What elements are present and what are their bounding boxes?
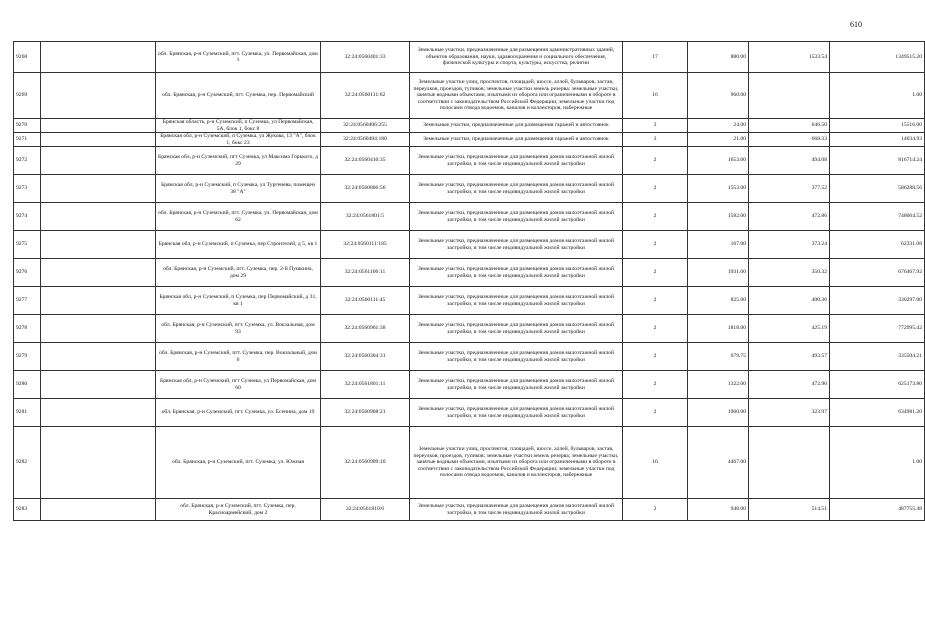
- use-code: 2: [623, 287, 688, 315]
- parcel-address: обл. Брянская, р-н Суземский, пгт. Суземка, ул. Вокзальная, дом 93: [156, 315, 321, 343]
- land-use-type: Земельные участки, предназначенные для размещения домов малоэтажной жилой застройки, в том числе индивидуальной жилой застройки: [410, 231, 623, 259]
- parcel-area: 1960.00: [688, 399, 749, 427]
- table-row: [14, 42, 925, 73]
- parcel-area: 948.00: [688, 499, 749, 521]
- cadastral-number: 32:24:0561801:11: [321, 371, 410, 399]
- cadastral-number: 32:24:0560404:180: [321, 133, 410, 147]
- table-row: [14, 499, 925, 521]
- cadastral-number: 32:24:0560111:185: [321, 231, 410, 259]
- parcel-address: Брянская обл, р-н Суземский, п Суземка, пер Строителей, д 5, кв 1: [156, 231, 321, 259]
- specific-value: 373.24: [749, 231, 830, 259]
- use-code: 2: [623, 259, 688, 287]
- land-use-type: Земельные участки, предназначенные для размещения домов малоэтажной жилой застройки, в том числе индивидуальной жилой застройки: [410, 259, 623, 287]
- parcel-area: 1818.00: [688, 315, 749, 343]
- specific-value: 425.19: [749, 315, 830, 343]
- specific-value: 377.52: [749, 175, 830, 203]
- specific-value: [749, 73, 830, 119]
- blank-cell: [41, 499, 156, 521]
- cadastral-number: 32:24:0561801:5: [321, 203, 410, 231]
- parcel-id: 9273: [14, 175, 41, 203]
- parcel-id: 9278: [14, 315, 41, 343]
- blank-cell: [41, 371, 156, 399]
- cadastral-value: 625173.80: [830, 371, 925, 399]
- cadastral-value: 586288.56: [830, 175, 925, 203]
- parcel-address: обл. Брянская, р-н Суземский, пгт. Суземка, пер. Красноармейский, дом 2: [156, 499, 321, 521]
- table-row: [14, 315, 925, 343]
- cadastral-number: 32:24:0560901:38: [321, 315, 410, 343]
- use-code: 2: [623, 399, 688, 427]
- use-code: 2: [623, 343, 688, 371]
- land-use-type: Земельные участки, предназначенные для размещения домов малоэтажной жилой застройки, в том числе индивидуальной жилой застройки: [410, 147, 623, 175]
- use-code: 2: [623, 499, 688, 521]
- use-code: 3: [623, 119, 688, 133]
- table-row: [14, 399, 925, 427]
- cadastral-number: 32:24:0560304:31: [321, 343, 410, 371]
- land-use-type: Земельные участки улиц, проспектов, площадей, шоссе, аллей, бульваров, застав, переулков, проездов, тупиков; земельные участки земель резерва; земельные участки, занятые водными объектами, изъятыми из оборота или ограниченными в обороте в соответствии с законодательством Российской Федерации; земельные участки под полосами отвода водоемов, каналов и коллекторов, набережные: [410, 427, 623, 499]
- cadastral-number: 32:24:0561106:11: [321, 259, 410, 287]
- cadastral-number: 32:24:0560401:33: [321, 42, 410, 73]
- table-row: [14, 427, 925, 499]
- cadastral-number: 32:24:0560908:21: [321, 399, 410, 427]
- cadastral-number: 32:24:0561810:6: [321, 499, 410, 521]
- cadastral-value: 62331.08: [830, 231, 925, 259]
- specific-value: 514.51: [749, 499, 830, 521]
- blank-cell: [41, 399, 156, 427]
- use-code: 16: [623, 73, 688, 119]
- parcel-id: 9274: [14, 203, 41, 231]
- use-code: 2: [623, 371, 688, 399]
- parcel-id: 9281: [14, 399, 41, 427]
- parcel-area: 825.00: [688, 287, 749, 315]
- parcel-address: обл. Брянская, р-н Суземский, пгт. Суземка, ул. Первомайская, дом 1: [156, 42, 321, 73]
- blank-cell: [41, 287, 156, 315]
- specific-value: 323.97: [749, 399, 830, 427]
- parcel-address: Брянская область, р-н Суземский, п Суземка, ул Первомайская, 5А, блок 1, бокс 8: [156, 119, 321, 133]
- land-use-type: Земельные участки, предназначенные для размещения гаражей и автостоянок: [410, 133, 623, 147]
- use-code: 2: [623, 203, 688, 231]
- parcel-address: Брянская обл, р-н Суземский, п Суземка, ул Жукова, 13 "А", блок 1, бокс 23: [156, 133, 321, 147]
- parcel-address: обл. Брянская, р-н Суземский, пгт. Суземка, ул. Южная: [156, 427, 321, 499]
- blank-cell: [41, 175, 156, 203]
- parcel-id: 9280: [14, 371, 41, 399]
- use-code: 2: [623, 231, 688, 259]
- parcel-area: 1931.00: [688, 259, 749, 287]
- use-code: 2: [623, 315, 688, 343]
- cadastral-value: 487755.48: [830, 499, 925, 521]
- parcel-id: 9282: [14, 427, 41, 499]
- parcel-address: Брянская обл, р-н Суземский, п Суземка, пер Первомайский, д 31, кв 1: [156, 287, 321, 315]
- parcel-id: 9279: [14, 343, 41, 371]
- specific-value: 472.90: [749, 371, 830, 399]
- table-row: [14, 259, 925, 287]
- blank-cell: [41, 73, 156, 119]
- parcel-area: 4467.00: [688, 427, 749, 499]
- blank-cell: [41, 203, 156, 231]
- cadastral-value: 15516.00: [830, 119, 925, 133]
- table-row: [14, 175, 925, 203]
- land-use-type: Земельные участки, предназначенные для размещения домов малоэтажной жилой застройки, в том числе индивидуальной жилой застройки: [410, 343, 623, 371]
- parcel-area: 1653.00: [688, 147, 749, 175]
- cadastral-value: 634981.20: [830, 399, 925, 427]
- blank-cell: [41, 315, 156, 343]
- parcel-area: 167.00: [688, 231, 749, 259]
- table-row: [14, 147, 925, 175]
- cadastral-number: 32:24:0560806:56: [321, 175, 410, 203]
- cadastral-value: 14034.93: [830, 133, 925, 147]
- cadastral-number: 32:24:0560909:10: [321, 427, 410, 499]
- blank-cell: [41, 133, 156, 147]
- parcel-area: 960.00: [688, 73, 749, 119]
- use-code: 16: [623, 427, 688, 499]
- page-number: 610: [850, 20, 862, 29]
- blank-cell: [41, 231, 156, 259]
- blank-cell: [41, 427, 156, 499]
- land-use-type: Земельные участки, предназначенные для размещения домов малоэтажной жилой застройки, в том числе индивидуальной жилой застройки: [410, 315, 623, 343]
- table-row: [14, 203, 925, 231]
- cadastral-value: 1349515.20: [830, 42, 925, 73]
- parcel-id: 9283: [14, 499, 41, 521]
- parcel-address: обл. Брянская, р-н Суземский, пгт. Суземка, ул. Первомайская, дом 62: [156, 203, 321, 231]
- cadastral-value: 772995.42: [830, 315, 925, 343]
- table-row: [14, 343, 925, 371]
- parcel-area: 1322.00: [688, 371, 749, 399]
- parcel-id: 9275: [14, 231, 41, 259]
- cadastral-value: 676467.92: [830, 259, 925, 287]
- specific-value: 1533.54: [749, 42, 830, 73]
- cadastral-value: 330297.00: [830, 287, 925, 315]
- land-use-type: Земельные участки улиц, проспектов, площадей, шоссе, аллей, бульваров, застав, переулков, проездов, тупиков; земельные участки земель резерва; земельные участки, занятые водными объектами, изъятыми из оборота или ограниченными в обороте в соответствии с законодательством Российской Федерации; земельные участки под полосами отвода водоемов, каналов и коллекторов, набережные: [410, 73, 623, 119]
- table-row: [14, 231, 925, 259]
- parcel-address: обл. Брянская, р-н Суземский, пгт. Суземка, пер. 2-й Пушкина, дом 29: [156, 259, 321, 287]
- specific-value: 668.33: [749, 133, 830, 147]
- parcel-address: Брянская обл, р-н Суземский, пгт Суземка, ул Максима Горького, д 29: [156, 147, 321, 175]
- table-row: [14, 371, 925, 399]
- parcel-area: 880.00: [688, 42, 749, 73]
- parcel-area: 679.75: [688, 343, 749, 371]
- blank-cell: [41, 119, 156, 133]
- parcel-address: Брянская обл, р-н Суземский, п Суземка, ул Тургенева, помещен 38 "А": [156, 175, 321, 203]
- cadastral-value: 748064.52: [830, 203, 925, 231]
- specific-value: 400.36: [749, 287, 830, 315]
- parcel-address: обл. Брянская, р-н Суземский, пгт. Суземка, пер. Первомайский: [156, 73, 321, 119]
- blank-cell: [41, 343, 156, 371]
- parcel-address: обл. Брянская, р-н Суземский, пгт. Суземка, пер. Вокзальный, дом 6: [156, 343, 321, 371]
- parcel-id: 9276: [14, 259, 41, 287]
- land-use-type: Земельные участки, предназначенные для размещения домов малоэтажной жилой застройки, в том числе индивидуальной жилой застройки: [410, 371, 623, 399]
- parcel-area: 21.00: [688, 133, 749, 147]
- land-use-type: Земельные участки, предназначенные для размещения гаражей и автостоянок: [410, 119, 623, 133]
- table-row: [14, 287, 925, 315]
- table-row: [14, 133, 925, 147]
- blank-cell: [41, 259, 156, 287]
- cadastral-value: 1.00: [830, 73, 925, 119]
- cadastral-value: 816714.24: [830, 147, 925, 175]
- parcel-area: 1582.00: [688, 203, 749, 231]
- cadastral-number: 32:24:0560111:45: [321, 287, 410, 315]
- parcel-address: Брянская обл, р-н Суземский, пгт Суземка, ул Первомайская, дом 60: [156, 371, 321, 399]
- land-use-type: Земельные участки, предназначенные для размещения домов малоэтажной жилой застройки, в том числе индивидуальной жилой застройки: [410, 399, 623, 427]
- specific-value: [749, 427, 830, 499]
- table-row: [14, 119, 925, 133]
- use-code: 3: [623, 133, 688, 147]
- parcel-id: 9270: [14, 119, 41, 133]
- land-use-type: Земельные участки, предназначенные для размещения административных зданий, объектов образования, науки, здравоохранения и социального обеспечения, физической культуры и спорта, культуры, искусства, религии: [410, 42, 623, 73]
- parcel-id: 9271: [14, 133, 41, 147]
- land-use-type: Земельные участки, предназначенные для размещения домов малоэтажной жилой застройки, в том числе индивидуальной жилой застройки: [410, 287, 623, 315]
- blank-cell: [41, 42, 156, 73]
- use-code: 2: [623, 175, 688, 203]
- specific-value: 472.86: [749, 203, 830, 231]
- land-use-type: Земельные участки, предназначенные для размещения домов малоэтажной жилой застройки, в том числе индивидуальной жилой застройки: [410, 203, 623, 231]
- cadastral-number: 32:24:0560406:255: [321, 119, 410, 133]
- registry-table-body: [14, 42, 925, 521]
- specific-value: 494.08: [749, 147, 830, 175]
- parcel-id: 9272: [14, 147, 41, 175]
- cadastral-number: 32:24:0560111:62: [321, 73, 410, 119]
- use-code: 2: [623, 147, 688, 175]
- blank-cell: [41, 147, 156, 175]
- cadastral-number: 32:24:0560410:35: [321, 147, 410, 175]
- land-registry-table: [13, 41, 925, 521]
- parcel-id: 9268: [14, 42, 41, 73]
- specific-value: 350.32: [749, 259, 830, 287]
- specific-value: 646.50: [749, 119, 830, 133]
- table-row: [14, 73, 925, 119]
- land-use-type: Земельные участки, предназначенные для размещения домов малоэтажной жилой застройки, в том числе индивидуальной жилой застройки: [410, 499, 623, 521]
- parcel-address: обл. Брянская, р-н Суземский, пгт. Суземка, ул. Есенина, дом 19: [156, 399, 321, 427]
- parcel-area: 24.00: [688, 119, 749, 133]
- specific-value: 493.57: [749, 343, 830, 371]
- parcel-area: 1553.00: [688, 175, 749, 203]
- cadastral-value: 335504.21: [830, 343, 925, 371]
- cadastral-value: 1.00: [830, 427, 925, 499]
- parcel-id: 9269: [14, 73, 41, 119]
- parcel-id: 9277: [14, 287, 41, 315]
- use-code: 17: [623, 42, 688, 73]
- land-use-type: Земельные участки, предназначенные для размещения домов малоэтажной жилой застройки, в том числе индивидуальной жилой застройки: [410, 175, 623, 203]
